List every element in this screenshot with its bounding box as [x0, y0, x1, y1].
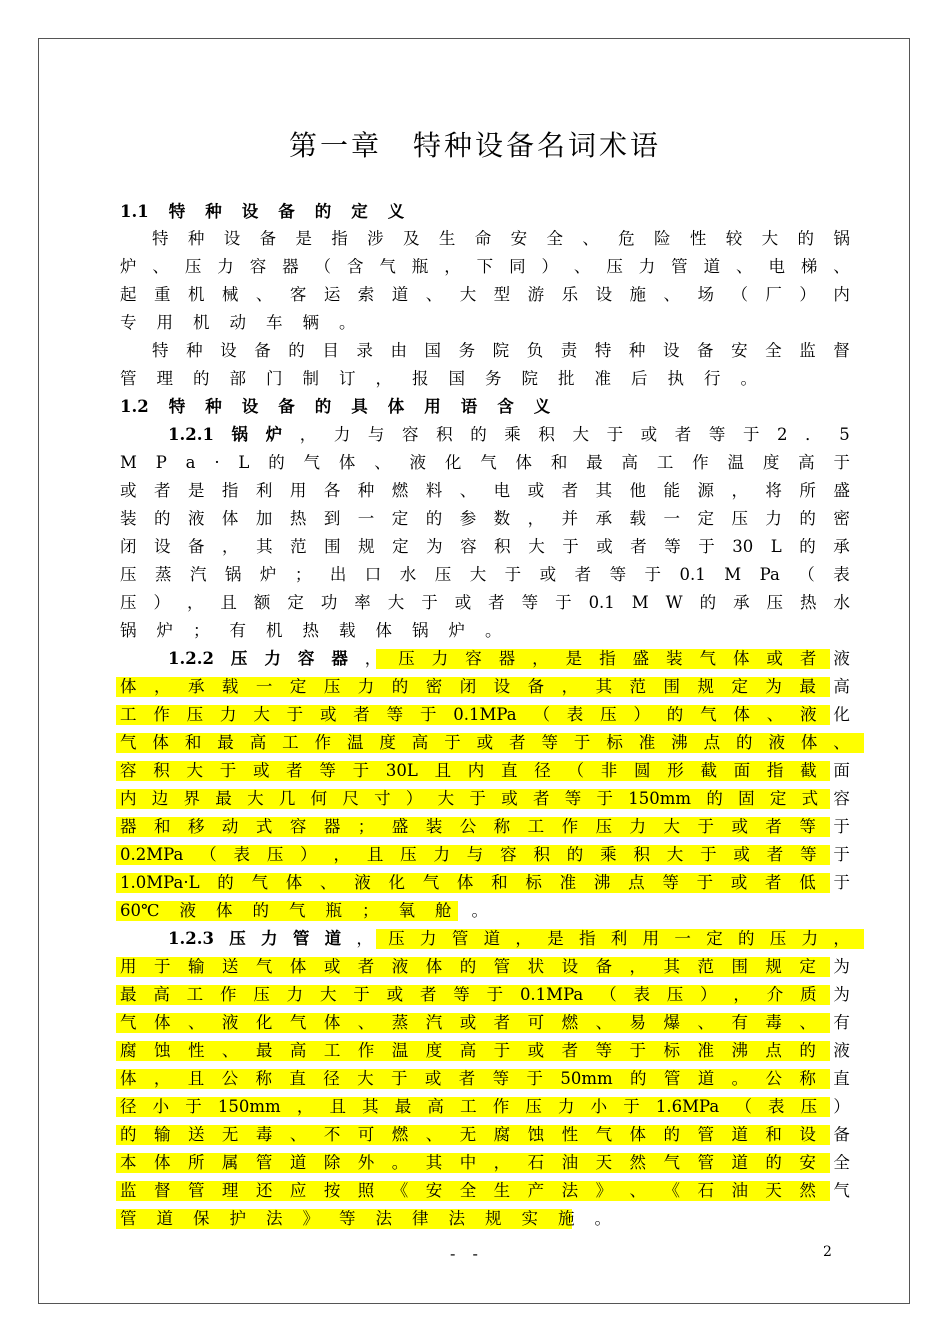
- text-line: 的 输 送 无 毒 、 不 可 燃 、 无 腐 蚀 性 气 体 的 管 道 和 设 备: [120, 1125, 850, 1144]
- text-line: 最 高 工 作 压 力 大 于 或 者 等 于 0.1MPa （ 表 压 ） ， 介 质 为: [120, 985, 850, 1004]
- text-line: 气 体 和 最 高 工 作 温 度 高 于 或 者 等 于 标 准 沸 点 的 液 体 、: [120, 733, 850, 752]
- text-line: 锅 炉 ； 有 机 热 载 体 锅 炉 。: [120, 621, 502, 640]
- text-line: 1.0MPa·L 的 气 体 、 液 化 气 体 和 标 准 沸 点 等 于 或 者 低 于: [120, 873, 850, 892]
- text-line: 腐 蚀 性 、 最 高 工 作 温 度 高 于 或 者 等 于 标 准 沸 点 的 液: [120, 1041, 850, 1060]
- text-line: 专 用 机 动 车 辆 。: [120, 313, 356, 332]
- section-heading: 1.2 特 种 设 备 的 具 体 用 语 含 义: [120, 397, 551, 416]
- text-line: 本 体 所 属 管 道 除 外 。 其 中 ， 石 油 天 然 气 管 道 的 安 全: [120, 1153, 850, 1172]
- text-line: 体 ， 且 公 称 直 径 大 于 或 者 等 于 50mm 的 管 道 。 公 称 直: [120, 1069, 850, 1088]
- text-line: 1.2.2 压 力 容 器 ， 压 力 容 器 ， 是 指 盛 装 气 体 或 者 液: [168, 649, 850, 668]
- text-line: 闭 设 备 ， 其 范 围 规 定 为 容 积 大 于 或 者 等 于 30 L 的 承: [120, 537, 850, 556]
- text-line: 60℃ 液 体 的 气 瓶 ； 氧 舱 。: [120, 901, 488, 920]
- text-line: 径 小 于 150mm ， 且 其 最 高 工 作 压 力 小 于 1.6MPa （ 表 压 ）: [120, 1097, 850, 1116]
- text-line: 管 道 保 护 法 》 等 法 律 法 规 实 施 。: [120, 1209, 611, 1228]
- footer-dashes: - -: [450, 1244, 484, 1263]
- text-line: 用 于 输 送 气 体 或 者 液 体 的 管 状 设 备 ， 其 范 围 规 定 为: [120, 957, 850, 976]
- text-line: 工 作 压 力 大 于 或 者 等 于 0.1MPa （ 表 压 ） 的 气 体 、 液 化: [120, 705, 850, 724]
- text-line: 炉 、 压 力 容 器 （ 含 气 瓶 ， 下 同 ） 、 压 力 管 道 、 电 梯 、: [120, 257, 850, 276]
- text-line: 0.2MPa （ 表 压 ） ， 且 压 力 与 容 积 的 乘 积 大 于 或 者 等 于: [120, 845, 850, 864]
- text-line: 起 重 机 械 、 客 运 索 道 、 大 型 游 乐 设 施 、 场 （ 厂 ） 内: [120, 285, 850, 304]
- text-line: 或 者 是 指 利 用 各 种 燃 料 、 电 或 者 其 他 能 源 ， 将 所 盛: [120, 481, 850, 500]
- text-line: 体 ， 承 载 一 定 压 力 的 密 闭 设 备 ， 其 范 围 规 定 为 最 高: [120, 677, 850, 696]
- text-line: M P a · L 的 气 体 、 液 化 气 体 和 最 高 工 作 温 度 高 于: [120, 453, 850, 472]
- text-line: 1.2.3 压 力 管 道 ， 压 力 管 道 ， 是 指 利 用 一 定 的 压 力 ，: [168, 929, 850, 948]
- text-line: 装 的 液 体 加 热 到 一 定 的 参 数 ， 并 承 载 一 定 压 力 的 密: [120, 509, 850, 528]
- text-line: 器 和 移 动 式 容 器 ； 盛 装 公 称 工 作 压 力 大 于 或 者 等 于: [120, 817, 850, 836]
- text-line: 1.2.1 锅 炉 ， 力 与 容 积 的 乘 积 大 于 或 者 等 于 2 ． 5: [168, 425, 850, 444]
- chapter-title: 第一章 特种设备名词术语: [288, 129, 661, 162]
- text-line: 容 积 大 于 或 者 等 于 30L 且 内 直 径 （ 非 圆 形 截 面 指 截 面: [120, 761, 850, 780]
- text-line: 监 督 管 理 还 应 按 照 《 安 全 生 产 法 》 、 《 石 油 天 然 气: [120, 1181, 850, 1200]
- section-heading: 1.1 特 种 设 备 的 定 义: [120, 202, 405, 221]
- text-line: 特 种 设 备 的 目 录 由 国 务 院 负 责 特 种 设 备 安 全 监 督: [152, 341, 850, 360]
- text-line: 管 理 的 部 门 制 订 ， 报 国 务 院 批 准 后 执 行 。: [120, 369, 757, 388]
- text-line: 气 体 、 液 化 气 体 、 蒸 汽 或 者 可 燃 、 易 爆 、 有 毒 、 有: [120, 1013, 850, 1032]
- text-line: 压 ） ， 且 额 定 功 率 大 于 或 者 等 于 0.1 M W 的 承 压 热 水: [120, 593, 850, 612]
- text-line: 特 种 设 备 是 指 涉 及 生 命 安 全 、 危 险 性 较 大 的 锅: [152, 229, 850, 248]
- text-line: 内 边 界 最 大 几 何 尺 寸 ） 大 于 或 者 等 于 150mm 的 固 定 式 容: [120, 789, 850, 808]
- page-number: 2: [823, 1244, 832, 1260]
- text-line: 压 蒸 汽 锅 炉 ； 出 口 水 压 大 于 或 者 等 于 0.1 M Pa （ 表: [120, 565, 850, 584]
